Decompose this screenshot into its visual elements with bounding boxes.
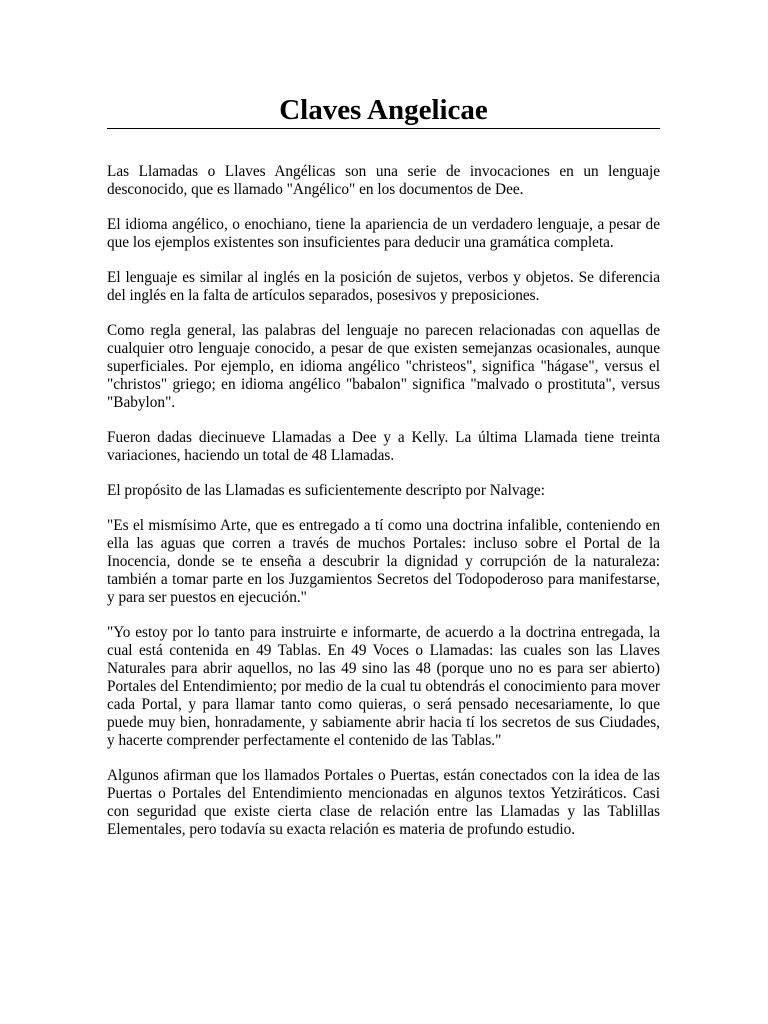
paragraph-calls-count: Fueron dadas diecinueve Llamadas a Dee y a Kelly. La última Llamada tiene treinta variaciones, haciendo un total de 48 Llamadas. [107,429,660,464]
document-title: Claves Angelicae [279,94,488,126]
paragraph-purpose: El propósito de las Llamadas es suficientemente descripto por Nalvage: [107,482,545,499]
document-page [107,92,660,856]
paragraph-quote-art: "Es el mismísimo Arte, que es entregado a tí como una doctrina infalible, conteniendo en ella las aguas que corren a través de muchos Portales: incluso sobre el Portal de la Inocencia, donde se te enseña a descubrir la dignidad y corrupción de la naturaleza: también a tomar parte en los Juzgamientos Secretos del Todopoderoso para manifestarse, y para ser puestos en ejecución." [107,517,660,606]
paragraph-intro: Las Llamadas o Llaves Angélicas son una serie de invocaciones en un lenguaje desconocido, que es llamado "Angélico" en los documentos de Dee. [107,163,660,198]
paragraph-vocabulary: Como regla general, las palabras del lenguaje no parecen relacionadas con aquellas de cualquier otro lenguaje conocido, a pesar de que existen semejanzas ocasionales, aunque superficiales. Por ejemplo, en idioma angélico "christeos", significa "hágase", versus el "christos" griego; en idioma angélico "babalon" significa "malvado o prostituta", versus "Babylon". [107,322,660,411]
paragraph-grammar: El lenguaje es similar al inglés en la posición de sujetos, verbos y objetos. Se diferencia del inglés en la falta de artículos separados, posesivos y preposiciones. [107,269,660,304]
title-underline-divider [107,128,660,129]
paragraph-language: El idioma angélico, o enochiano, tiene la apariencia de un verdadero lenguaje, a pesar de que los ejemplos existentes son insuficientes para deducir una gramática completa. [107,216,660,251]
paragraph-portals: Algunos afirman que los llamados Portales o Puertas, están conectados con la idea de las Puertas o Portales del Entendimiento mencionadas en algunos textos Yetziráticos. Casi con seguridad que existe cierta clase de relación entre las Llamadas y las Tablillas Elementales, pero todavía su exacta relación es materia de profundo estudio. [107,767,660,838]
document-body [107,163,660,839]
paragraph-quote-tables: "Yo estoy por lo tanto para instruirte e informarte, de acuerdo a la doctrina entregada, la cual está contenida en 49 Tablas. En 49 Voces o Llamadas: las cuales son las Llaves Naturales para abrir aquellos, no las 49 sino las 48 (porque uno no es para ser abierto) Portales del Entendimiento; por medio de la cual tu obtendrás el conocimiento para mover cada Portal, y para llamar tanto como quieras, o será pensado necesariamente, lo que puede muy bien, honradamente, y sabiamente abrir hacia tí los secretos de sus Ciudades, y hacerte comprender perfectamente el contenido de las Tablas." [107,624,660,749]
